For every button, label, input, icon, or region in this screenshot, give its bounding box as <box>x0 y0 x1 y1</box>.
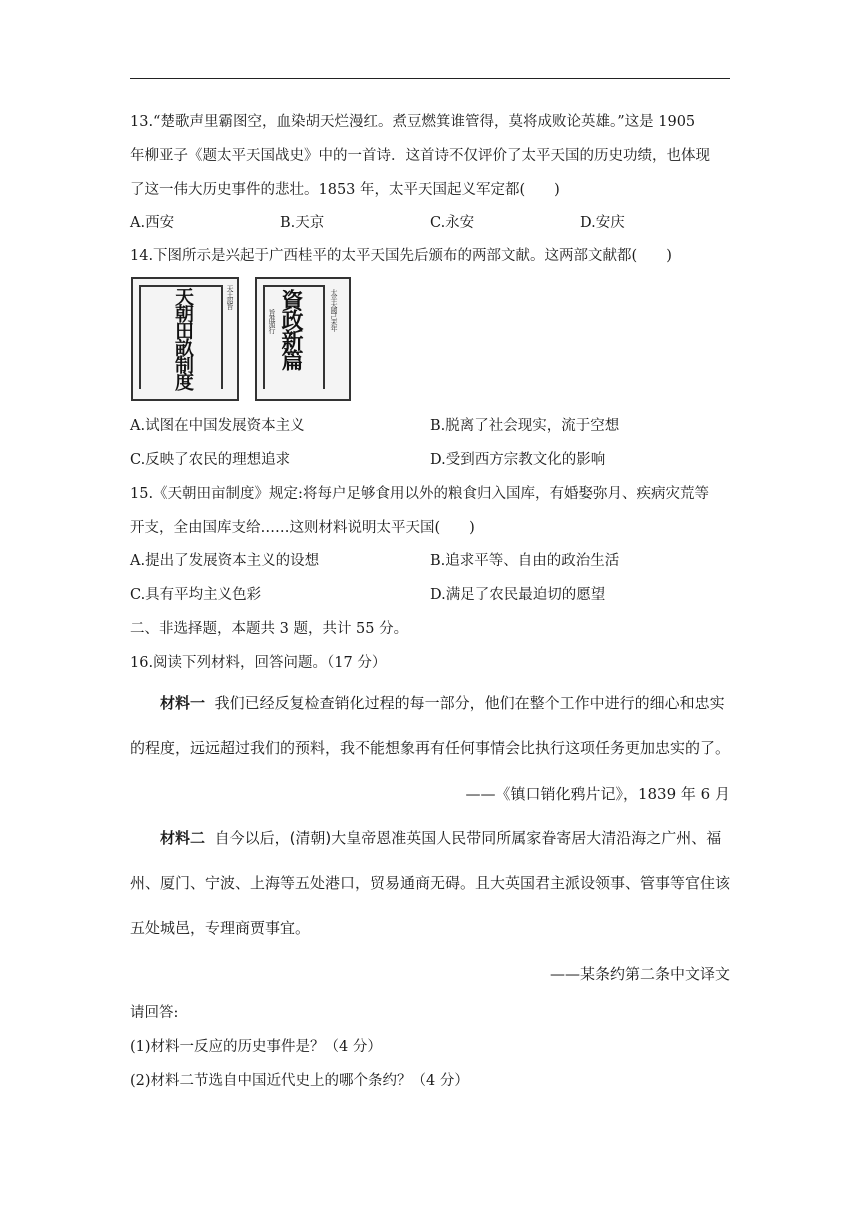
q13-option-d[interactable]: D.安庆 <box>580 215 625 231</box>
q16-sub-2: (2)材料二节选自中国近代史上的哪个条约？（4 分） <box>130 1073 469 1089</box>
q13-line-3: 了这一伟大历史事件的悲壮。1853 年，太平天国起义军定都( ) <box>130 182 560 198</box>
q15-option-d[interactable]: D.满足了农民最迫切的愿望 <box>430 587 606 603</box>
doc1-title: 天朝田畝制度 <box>172 287 194 389</box>
q16-intro: 16.阅读下列材料，回答问题。（17 分） <box>130 655 387 671</box>
material-1-text-2: 的程度，远远超过我们的预料，我不能想象再有任何事情会比执行这项任务更加忠实的了。 <box>130 739 731 757</box>
doc2-title: 資政新篇 <box>278 289 304 369</box>
q13-line-1: 13.“楚歌声里霸图空，血染胡天烂漫红。煮豆燃箕谁管得，莫将成败论英雄。”这是 1905 <box>130 114 696 130</box>
q14-option-a[interactable]: A.试图在中国发展资本主义 <box>130 418 305 434</box>
material-2-source: ——某条约第二条中文译文 <box>549 965 730 983</box>
material-2-line-1 <box>160 828 721 848</box>
material-1-line-1 <box>160 693 725 713</box>
q15-option-b[interactable]: B.追求平等、自由的政治生活 <box>430 553 620 569</box>
q13-option-c[interactable]: C.永安 <box>430 215 475 231</box>
q15-line-2: 开支，全由国库支给……这则材料说明太平天国( ) <box>130 520 475 536</box>
q14-line-1: 14.下图所示是兴起于广西桂平的太平天国先后颁布的两部文献。这两部文献都( ) <box>130 248 672 264</box>
answer-prompt: 请回答: <box>130 1005 179 1021</box>
q15-option-a[interactable]: A.提出了发展资本主义的设想 <box>130 553 320 569</box>
document-image-tianchao: 天王詔旨 天朝田畝制度 <box>131 277 239 401</box>
material-2-label: 材料二 <box>160 829 206 847</box>
q14-option-c[interactable]: C.反映了农民的理想追求 <box>130 452 291 468</box>
q15-line-1: 15.《天朝田亩制度》规定:将每户足够食用以外的粮食归入国库，有婚娶弥月、疾病灾荒等 <box>130 486 709 502</box>
q14-option-b[interactable]: B.脱离了社会现实，流于空想 <box>430 418 620 434</box>
header-rule <box>130 78 730 79</box>
document-image-zizheng: 旨准頒行 太平天國己未年 資政新篇 <box>255 277 351 401</box>
material-1-source: ——《镇口销化鸦片记》，1839 年 6 月 <box>465 785 730 803</box>
material-1-label: 材料一 <box>160 694 206 712</box>
q13-option-b[interactable]: B.天京 <box>280 215 325 231</box>
q16-sub-1: (1)材料一反应的历史事件是？（4 分） <box>130 1039 382 1055</box>
material-2-text-1: 自今以后，(清朝)大皇帝恩准英国人民带同所属家眷寄居大清沿海之广州、福 <box>214 829 722 847</box>
section-2-heading: 二、非选择题，本题共 3 题，共计 55 分。 <box>130 621 409 637</box>
material-2-text-3: 五处城邑，专理商贾事宜。 <box>130 919 311 937</box>
material-2-text-2: 州、厦门、宁波、上海等五处港口，贸易通商无碍。且大英国君主派设领事、管事等官住该 <box>130 874 731 892</box>
material-1-text-1: 我们已经反复检查销化过程的每一部分，他们在整个工作中进行的细心和忠实 <box>214 694 725 712</box>
q13-line-2: 年柳亚子《题太平天国战史》中的一首诗．这首诗不仅评价了太平天国的历史功绩，也体现 <box>130 148 710 164</box>
q15-option-c[interactable]: C.具有平均主义色彩 <box>130 587 262 603</box>
q14-option-d[interactable]: D.受到西方宗教文化的影响 <box>430 452 606 468</box>
q13-option-a[interactable]: A.西安 <box>130 215 175 231</box>
